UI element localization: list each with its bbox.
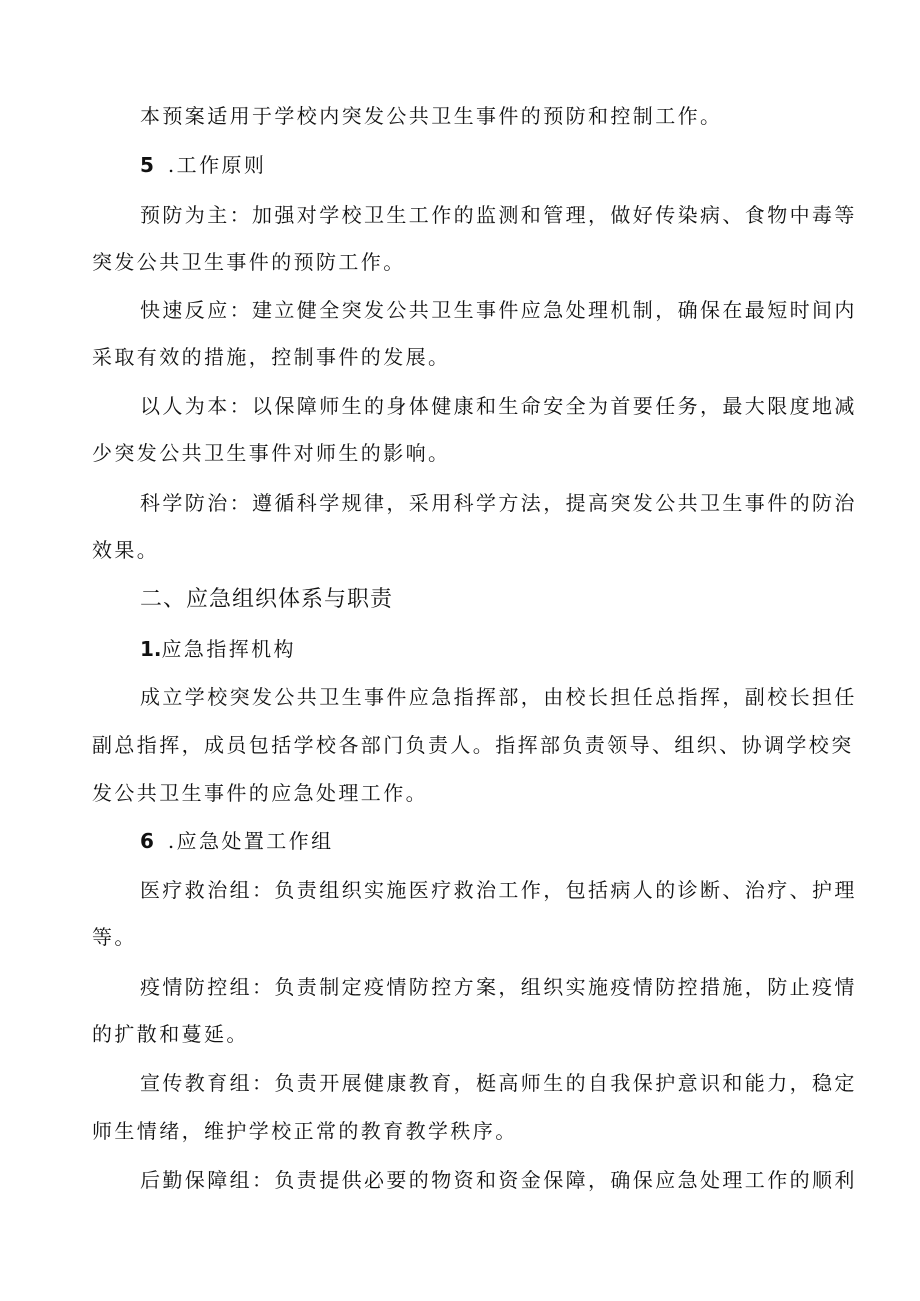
paragraph-prevention-line-1: 预防为主：加强对学校卫生工作的监测和管理，做好传染病、食物中毒等 bbox=[140, 203, 857, 227]
paragraph-epidemic-line-1: 疫情防控组：负责制定疫情防控方案，组织实施疫情防控措施，防止疫情 bbox=[140, 975, 857, 999]
paragraph-rapid-response-line-1: 快速反应：建立健全突发公共卫生事件应急处理机制，确保在最短时间内 bbox=[140, 298, 857, 322]
paragraph-scientific-line-1: 科学防治：遵循科学规律，采用科学方法，提高突发公共卫生事件的防治 bbox=[140, 491, 857, 515]
heading-command-agency bbox=[140, 637, 296, 661]
heading-response-groups bbox=[140, 829, 333, 853]
paragraph-publicity-line-1: 宣传教育组：负责开展健康教育，梃高师生的自我保护意识和能力，稳定 bbox=[140, 1071, 857, 1095]
heading-number: 5 bbox=[140, 153, 154, 177]
paragraph-people-first-line-2: 少突发公共卫生事件对师生的影响。 bbox=[92, 441, 451, 465]
heading-title: .工作原则 bbox=[167, 153, 267, 177]
heading-number: 1. bbox=[140, 637, 162, 661]
paragraph-logistics-line-1: 后勤保障组：负责提供必要的物资和资金保障，确保应急处理工作的顺利 bbox=[140, 1168, 857, 1192]
paragraph-medical-line-2: 等。 bbox=[92, 925, 137, 949]
paragraph-publicity-line-2: 师生情绪，维护学校正常的教育教学秩序。 bbox=[92, 1119, 518, 1143]
paragraph-scientific-line-2: 效果。 bbox=[92, 538, 160, 562]
intro-paragraph: 本预案适用于学校内突发公共卫生事件的预防和控制工作。 bbox=[140, 104, 723, 128]
paragraph-people-first-line-1: 以人为本：以保障师生的身体健康和生命安全为首要任务，最大限度地减 bbox=[140, 394, 857, 418]
heading-number: 6 bbox=[140, 829, 154, 853]
heading-title: .应急处置工作组 bbox=[167, 829, 334, 853]
paragraph-epidemic-line-2: 的扩散和蔓延。 bbox=[92, 1022, 249, 1046]
heading-title: 应急指挥机构 bbox=[161, 637, 296, 661]
paragraph-medical-line-1: 医疗救治组：负责组织实施医疗救治工作，包括病人的诊断、治疗、护理 bbox=[140, 878, 857, 902]
heading-work-principles bbox=[140, 153, 266, 177]
paragraph-prevention-line-2: 突发公共卫生事件的预防工作。 bbox=[92, 250, 406, 274]
paragraph-command-line-3: 发公共卫生事件的应急处理工作。 bbox=[92, 781, 428, 805]
section-heading-emergency-organization: 二、应急组织体系与职责 bbox=[140, 587, 394, 612]
paragraph-rapid-response-line-2: 采取有效的措施，控制事件的发展。 bbox=[92, 345, 451, 369]
paragraph-command-line-1: 成立学校突发公共卫生事件应急指挥部，由校长担任总指挥，副校长担任 bbox=[140, 685, 857, 709]
paragraph-command-line-2: 副总指挥，成员包括学校各部门负责人。指挥部负责领导、组织、协调学校突 bbox=[92, 733, 854, 757]
